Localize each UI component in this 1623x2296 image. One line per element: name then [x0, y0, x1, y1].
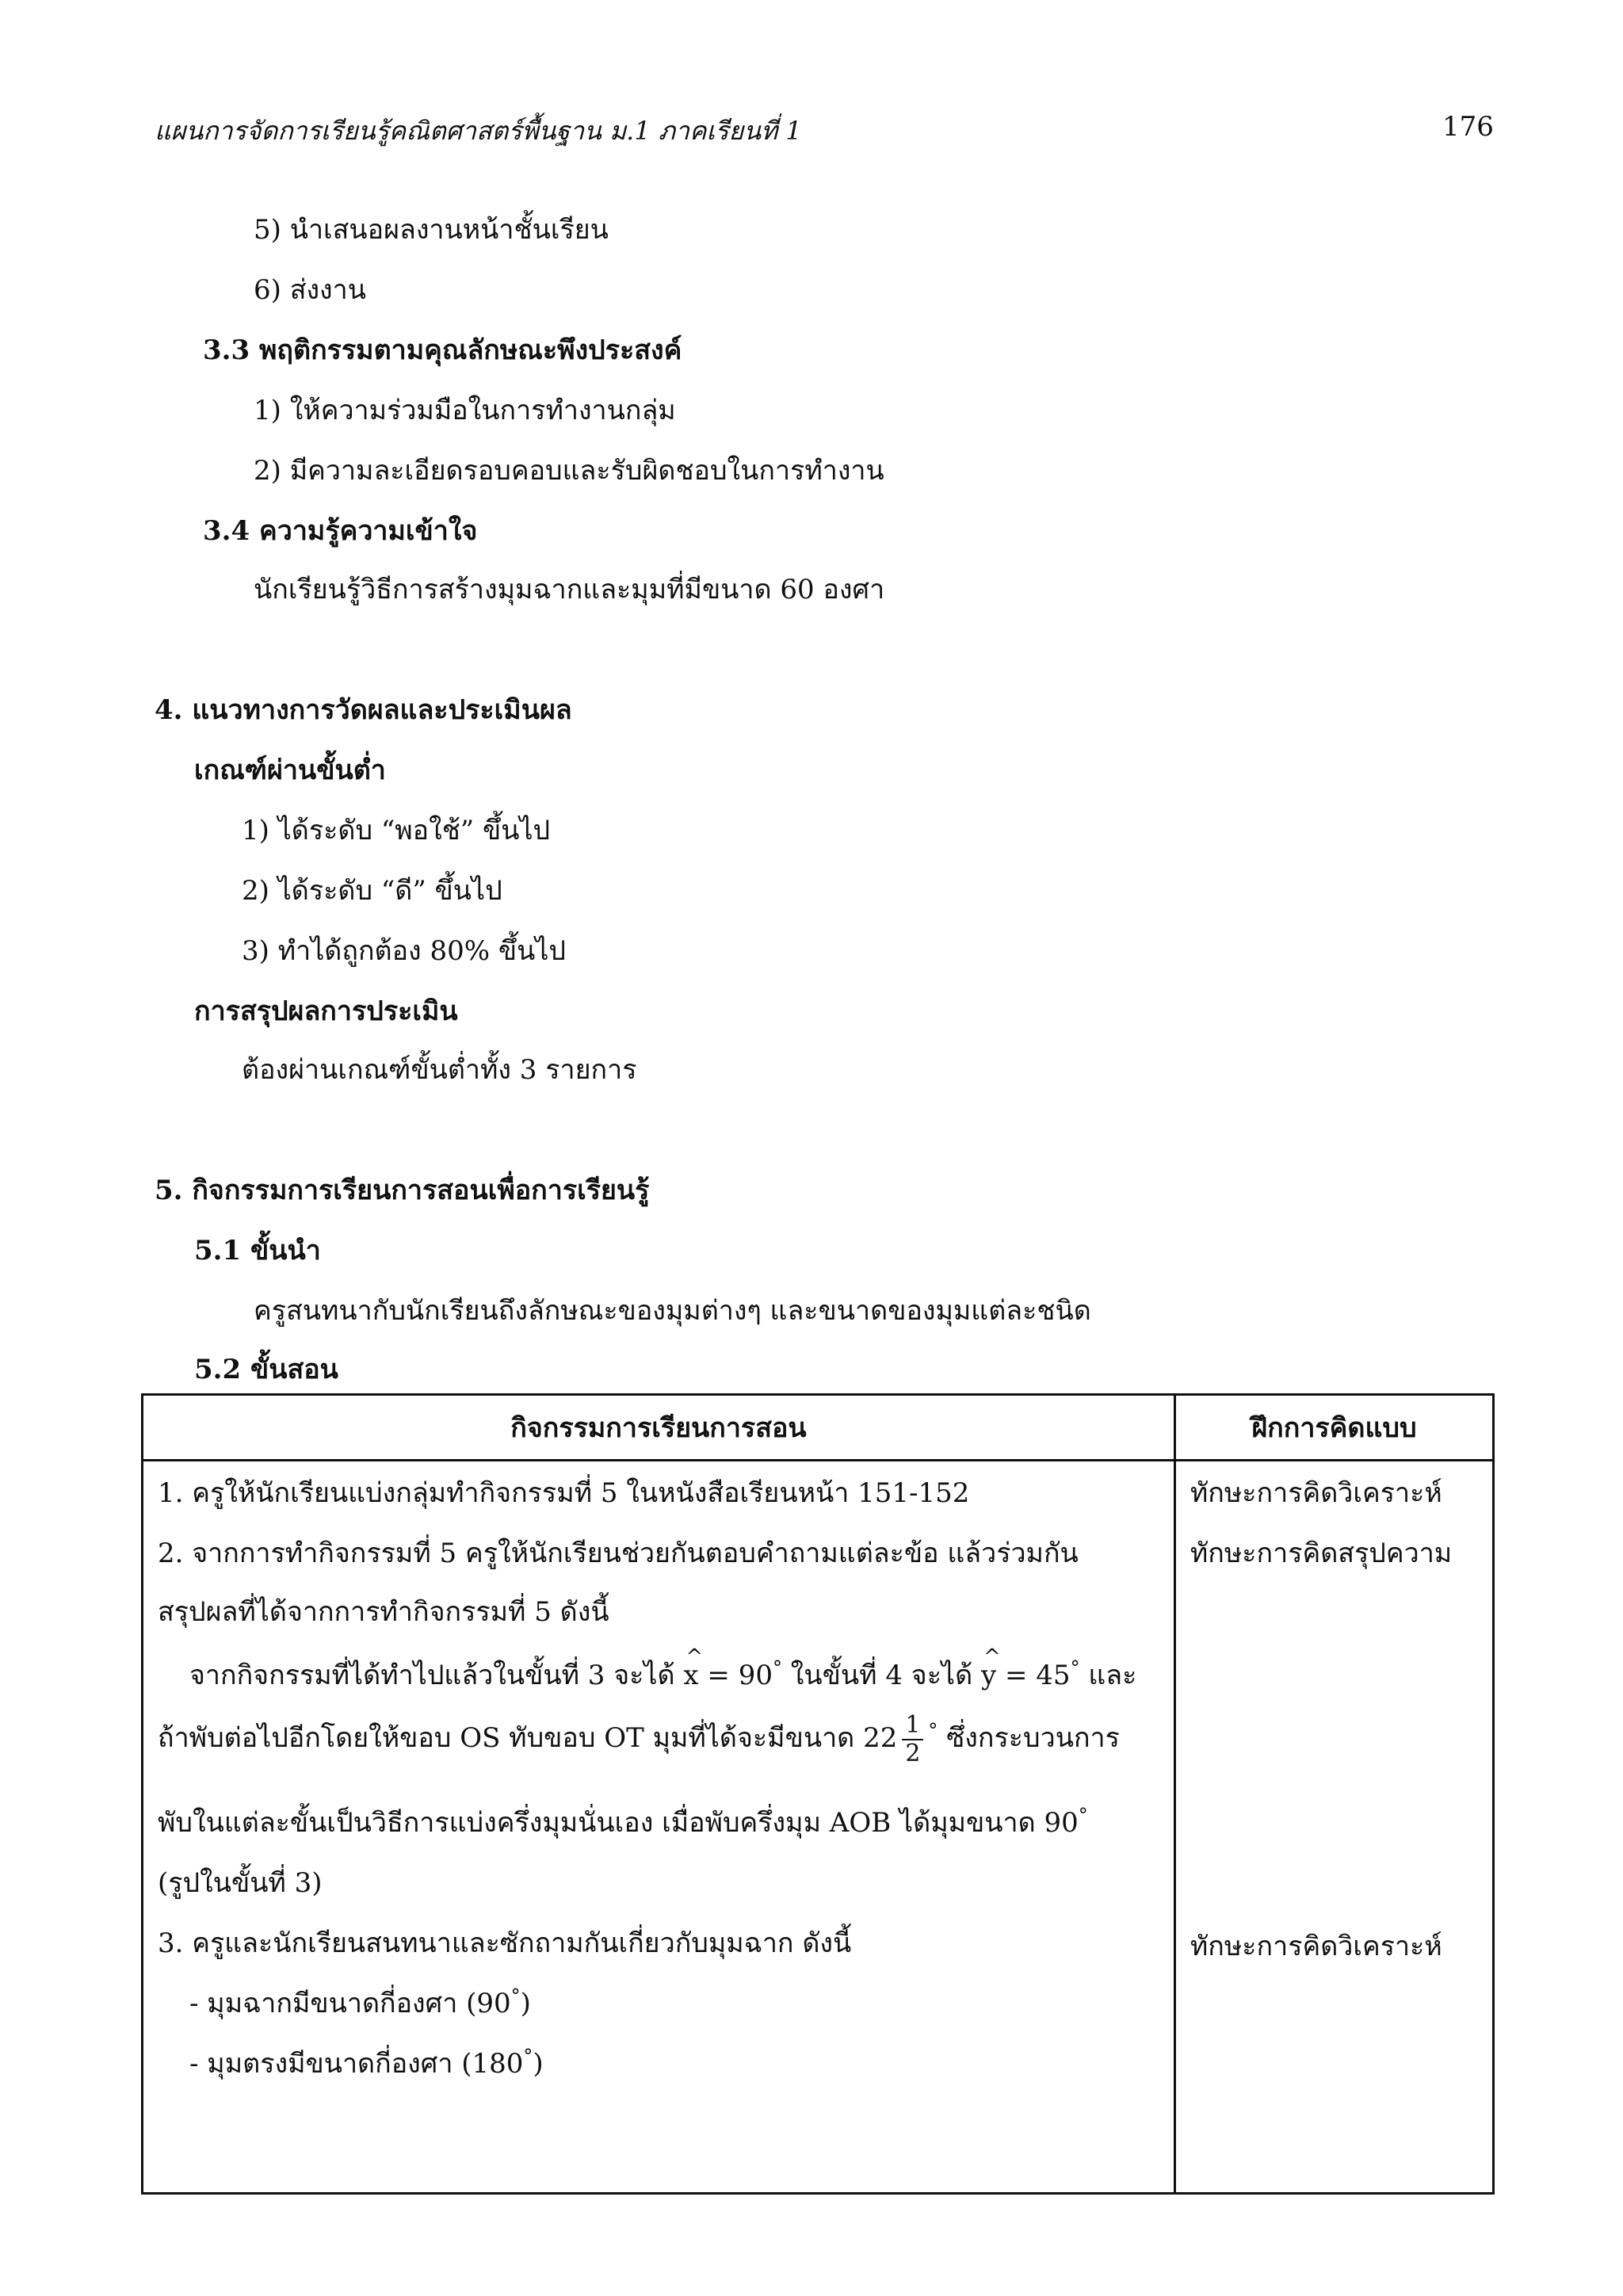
activity-table — [141, 1393, 1495, 2195]
x-hat-symbol: ^ x — [683, 1660, 698, 1691]
line-text: พับในแต่ละขั้นเป็นวิธีการแบ่งครึ่งมุมนั่นเอง เมื่อพับครึ่งมุม AOB ได้มุมขนาด 90 — [158, 1807, 1079, 1839]
line-text: - มุมตรงมีขนาดกี่องศา (180 — [189, 2048, 524, 2080]
summary-heading: การสรุปผลการประเมิน — [194, 995, 458, 1027]
table-line — [189, 2042, 544, 2084]
section-heading-5: 5. กิจกรรมการเรียนการสอนเพื่อการเรียนรู้ — [155, 1175, 650, 1206]
close-paren: ) — [533, 2048, 544, 2080]
degree-symbol: ° — [928, 1719, 938, 1742]
table-line: 3. ครูและนักเรียนสนทนาและซักถามกันเกี่ยวกับมุมฉาก ดังนี้ — [158, 1927, 852, 1959]
criteria-heading: เกณฑ์ผ่านขั้นต่ำ — [194, 755, 386, 786]
thinking-skill-label: ทักษะการคิดวิเคราะห์ — [1190, 1477, 1442, 1509]
activity-cell — [143, 1461, 1175, 2194]
list-item: 1) ให้ความร่วมมือในการทำงานกลุ่ม — [254, 395, 676, 426]
paragraph: ครูสนทนากับนักเรียนถึงลักษณะของมุมต่างๆ และขนาดของมุมแต่ละชนิด — [254, 1295, 1091, 1327]
line-text: ถ้าพับต่อไปอีกโดยให้ขอบ OS ทับขอบ OT มุมที่ได้จะมีขนาด — [158, 1722, 855, 1754]
page-number: 176 — [1442, 111, 1494, 143]
page-header-title: แผนการจัดการเรียนรู้คณิตศาสตร์พื้นฐาน ม.1 ภาคเรียนที่ 1 — [155, 116, 802, 146]
fraction-numerator: 1 — [902, 1713, 923, 1740]
line-text: ในขั้นที่ 4 จะได้ — [790, 1660, 973, 1691]
line-text: จากกิจกรรมที่ได้ทำไปแล้วในขั้นที่ 3 จะได้ — [189, 1660, 675, 1691]
thinking-skill-cell — [1174, 1461, 1493, 2194]
thinking-skill-label: ทักษะการคิดสรุปความ — [1190, 1538, 1453, 1569]
list-item: 5) นำเสนอผลงานหน้าชั้นเรียน — [254, 214, 609, 246]
mixed-number-whole: 22 — [863, 1722, 898, 1754]
degree-symbol: ° — [1078, 1804, 1088, 1827]
line-text: ซึ่งกระบวนการ — [946, 1722, 1120, 1754]
line-text: - มุมฉากมีขนาดกี่องศา (90 — [189, 1988, 511, 2019]
line-text: และ — [1088, 1660, 1137, 1691]
degree-symbol: ° — [510, 1985, 521, 2008]
section-heading-4: 4. แนวทางการวัดผลและประเมินผล — [155, 694, 572, 726]
subsection-heading-5-1: 5.1 ขั้นนำ — [194, 1235, 321, 1266]
list-item: 6) ส่งงาน — [254, 274, 366, 306]
table-line: (รูปในขั้นที่ 3) — [158, 1867, 323, 1899]
table-line — [158, 1801, 1088, 1843]
degree-symbol: ° — [523, 2045, 533, 2068]
criteria-item: 2) ได้ระดับ “ดี” ขึ้นไป — [242, 875, 502, 907]
criteria-item: 1) ได้ระดับ “พอใช้” ขึ้นไป — [242, 815, 551, 846]
close-paren: ) — [520, 1988, 531, 2019]
table-header-thinking: ฝึกการคิดแบบ — [1174, 1395, 1493, 1461]
paragraph: นักเรียนรู้วิธีการสร้างมุมฉากและมุมที่มีขนาด 60 องศา — [254, 574, 885, 606]
thinking-skill-label: ทักษะการคิดวิเคราะห์ — [1190, 1931, 1442, 1962]
table-line: สรุปผลที่ได้จากการทำกิจกรรมที่ 5 ดังนี้ — [158, 1596, 609, 1628]
degree-symbol: ° — [1070, 1656, 1080, 1679]
table-line: 1. ครูให้นักเรียนแบ่งกลุ่มทำกิจกรรมที่ 5 ในหนังสือเรียนหน้า 151-152 — [158, 1477, 970, 1509]
equation-value: = 45 — [1005, 1660, 1071, 1691]
paragraph: ต้องผ่านเกณฑ์ขั้นต่ำทั้ง 3 รายการ — [242, 1054, 637, 1086]
table-header-activity: กิจกรรมการเรียนการสอน — [143, 1395, 1175, 1461]
fraction-denominator: 2 — [905, 1740, 921, 1767]
table-line — [158, 1713, 1120, 1766]
list-item: 2) มีความละเอียดรอบคอบและรับผิดชอบในการทำงาน — [254, 455, 884, 487]
y-hat-symbol: ^ y — [981, 1660, 996, 1691]
criteria-item: 3) ทำได้ถูกต้อง 80% ขึ้นไป — [242, 935, 567, 967]
subsection-heading-3-4: 3.4 ความรู้ความเข้าใจ — [203, 515, 478, 547]
table-line: 2. จากการทำกิจกรรมที่ 5 ครูให้นักเรียนช่วยกันตอบคำถามแต่ละข้อ แล้วร่วมกัน — [158, 1538, 1079, 1569]
degree-symbol: ° — [772, 1656, 782, 1679]
subsection-heading-5-2: 5.2 ขั้นสอน — [194, 1354, 338, 1385]
table-line — [189, 1981, 531, 2024]
subsection-heading-3-3: 3.3 พฤติกรรมตามคุณลักษณะพึงประสงค์ — [203, 334, 682, 366]
table-line — [189, 1653, 1136, 1696]
equation-value: = 90 — [707, 1660, 773, 1691]
fraction — [902, 1713, 923, 1766]
